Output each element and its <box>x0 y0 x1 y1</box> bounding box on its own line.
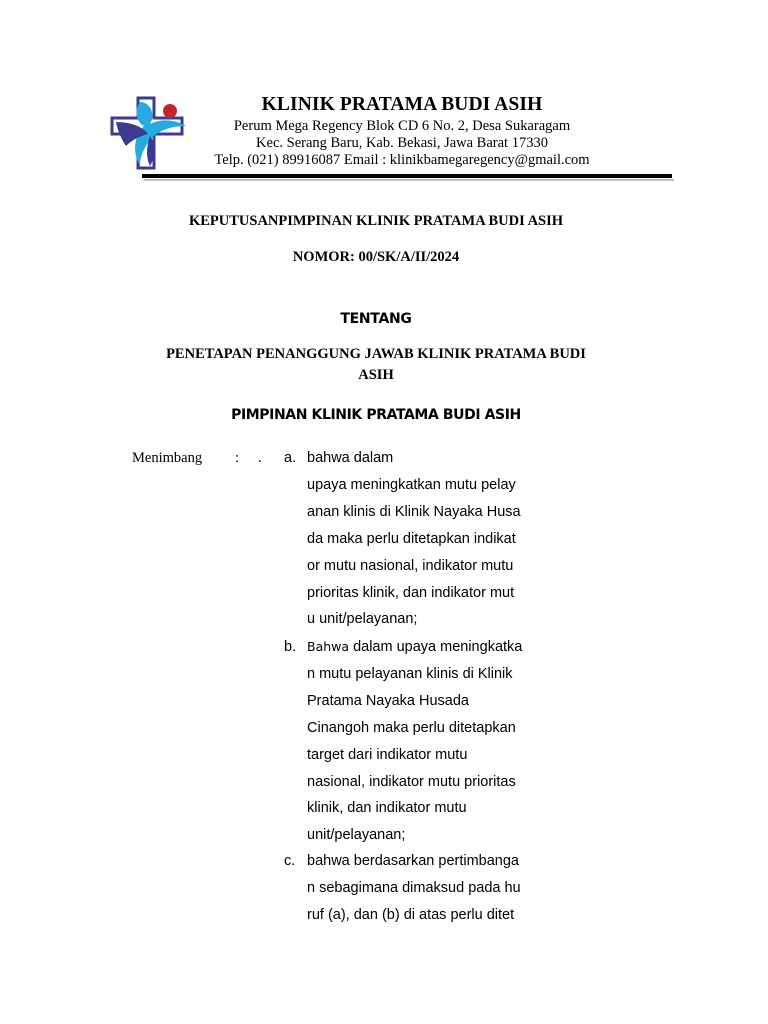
item-c-letter: c. <box>284 853 296 869</box>
about-heading: TENTANG <box>340 311 412 327</box>
list-line: anan klinis di Klinik Nayaka Husa <box>307 503 521 520</box>
list-line: target dari indikator mutu <box>307 746 468 763</box>
address-line-2: Kec. Serang Baru, Kab. Bekasi, Jawa Barat 17330 <box>256 135 548 151</box>
letterhead-divider <box>142 174 672 178</box>
list-line: klinik, dan indikator mutu <box>307 800 467 817</box>
clinic-logo-icon <box>110 96 190 170</box>
decree-title: KEPUTUSANPIMPINAN KLINIK PRATAMA BUDI ASIH <box>188 213 564 229</box>
contact-line: Telp. (021) 89916087 Email : klinikbamegaregency@gmail.com <box>214 152 590 168</box>
list-line: u unit/pelayanan; <box>307 611 418 628</box>
subject-line-2: ASIH <box>358 367 394 383</box>
list-line: n mutu pelayanan klinis di Klinik <box>307 665 513 682</box>
decree-number: NOMOR: 00/SK/A/II/2024 <box>292 249 460 265</box>
issuer-heading: PIMPINAN KLINIK PRATAMA BUDI ASIH <box>231 407 521 423</box>
list-line: n sebagimana dimaksud pada hu <box>307 879 521 896</box>
considering-label: Menimbang <box>132 450 203 466</box>
letterhead-divider-shadow <box>144 179 674 181</box>
item-b-first-rest: dalam upaya meningkatka <box>349 639 523 655</box>
list-line: or mutu nasional, indikator mutu <box>307 557 514 574</box>
list-line: bahwa berdasarkan pertimbanga <box>307 853 519 869</box>
item-b-letter: b. <box>284 639 297 655</box>
list-line: prioritas klinik, dan indikator mut <box>307 584 515 601</box>
list-line: Cinangoh maka perlu ditetapkan <box>307 719 516 736</box>
item-c-text <box>307 848 547 929</box>
considering-dot: . <box>258 450 262 466</box>
clinic-name: KLINIK PRATAMA BUDI ASIH <box>261 94 543 115</box>
item-b-first-word: Bahwa <box>307 639 350 654</box>
item-b-text <box>307 634 547 849</box>
subject-line-1: PENETAPAN PENANGGUNG JAWAB KLINIK PRATAMA BUDI <box>166 346 586 362</box>
list-line <box>307 634 547 661</box>
item-a-text <box>307 445 547 633</box>
list-line: bahwa dalam <box>307 450 394 466</box>
considering-colon: : <box>235 450 240 466</box>
list-line: upaya meningkatkan mutu pelay <box>307 476 516 493</box>
list-line: unit/pelayanan; <box>307 827 406 844</box>
list-line: da maka perlu ditetapkan indikat <box>307 530 516 547</box>
item-a-letter: a. <box>284 450 297 466</box>
decree-subject <box>150 344 602 386</box>
list-line: Pratama Nayaka Husada <box>307 692 469 709</box>
list-line: nasional, indikator mutu prioritas <box>307 773 516 790</box>
list-line: ruf (a), dan (b) di atas perlu ditet <box>307 906 515 923</box>
address-line-1: Perum Mega Regency Blok CD 6 No. 2, Desa Sukaragam <box>233 118 571 134</box>
